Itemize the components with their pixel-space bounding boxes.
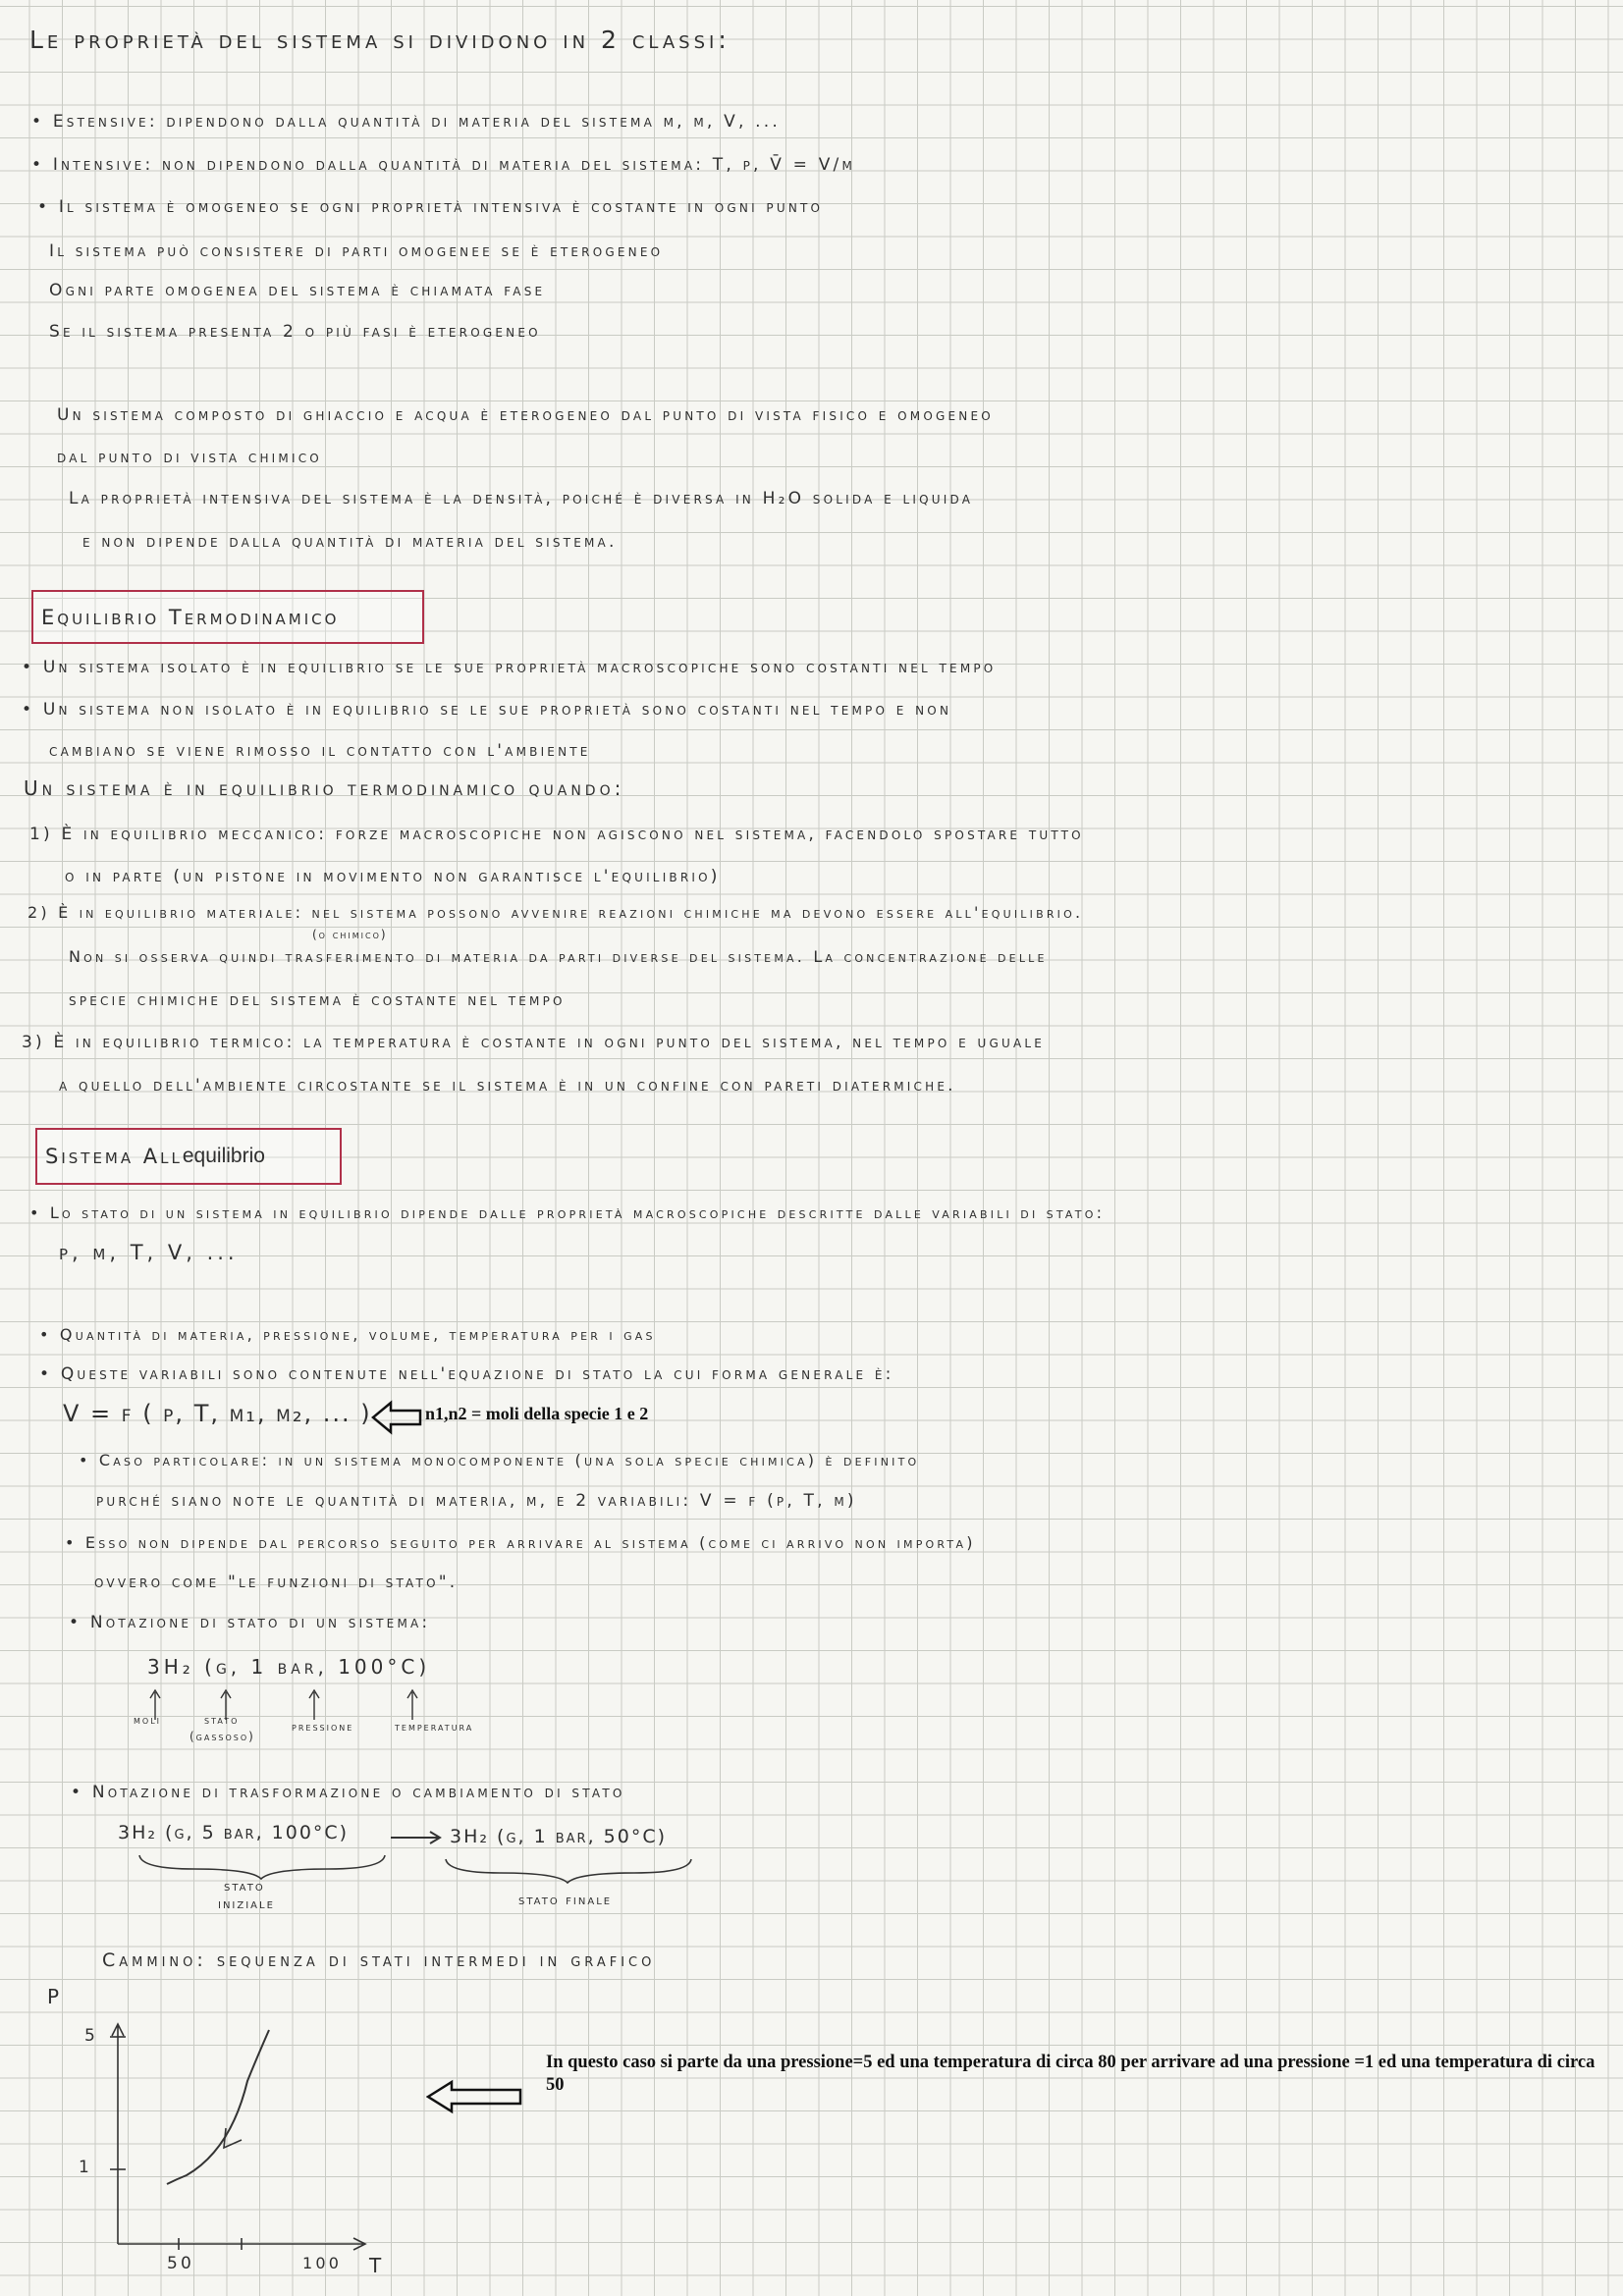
label-stato-finale: stato finale (518, 1893, 613, 1908)
esempio-line-1: Un sistema composto di ghiaccio e acqua è eterogeneo dal punto di vista fisico e omogeneo (57, 405, 994, 425)
path-curve (167, 2030, 269, 2184)
meccanico-line-2: o in parte (un pistone in movimento non garantisce l'equilibrio) (65, 867, 721, 886)
y-axis-label: P (47, 1985, 64, 2008)
non-isolato-line-2: cambiano se viene rimosso il contatto con l'ambiente (49, 741, 591, 761)
percorso-line-1: • Esso non dipende dal percorso seguito per arrivare al sistema (come ci arrivo non importa) (65, 1533, 976, 1552)
notazione-line: • Notazione di stato di un sistema: (69, 1613, 431, 1632)
label-pressione: pressione (292, 1720, 354, 1734)
trasf-finale: 3H₂ (g, 1 bar, 50°C) (450, 1826, 668, 1847)
equilibrio-heading-box (31, 590, 424, 644)
estensive-line: • Estensive: dipendono dalla quantità di materia del sistema m, m, V, ... (31, 112, 781, 132)
y-tick-5: 5 (84, 2026, 99, 2046)
eterogeneo-line: Se il sistema presenta 2 o più fasi è eterogeneo (49, 322, 541, 342)
arrow-left-icon (371, 1400, 422, 1435)
chimico-note: (o chimico) (312, 928, 388, 941)
omogeneo-line: • Il sistema è omogeneo se ogni proprietà intensiva è costante in ogni punto (37, 197, 824, 217)
meccanico-line-1: 1) È in equilibrio meccanico: forze macroscopiche non agiscono nel sistema, facendolo spostare tutto (29, 825, 1084, 844)
label-stato-iniziale-2: iniziale (218, 1896, 275, 1912)
materiale-line-3: specie chimiche del sistema è costante nel tempo (69, 990, 566, 1010)
pt-graph (29, 1973, 383, 2268)
sistema-heading-typed: equilibrio (182, 1145, 265, 1167)
esempio-line-4: e non dipende dalla quantità di materia del sistema. (82, 532, 618, 552)
variabili-line: • Queste variabili sono contenute nell'equazione di stato la cui forma generale è: (39, 1364, 894, 1384)
notazione-formula: 3H₂ (g, 1 bar, 100°C) (147, 1655, 431, 1679)
label-stato: stato (204, 1713, 240, 1727)
stato-line-2: p, m, T, V, ... (59, 1241, 239, 1264)
trasf-arrow-icon (389, 1828, 448, 1847)
quantita-line: • Quantità di materia, pressione, volume, temperatura per i gas (39, 1325, 656, 1344)
materiale-line-1: 2) È in equilibrio materiale: nel sistema possono avvenire reazioni chimiche ma devono essere all'equilibrio. (27, 903, 1084, 922)
esempio-line-2: dal punto di vista chimico (57, 448, 322, 467)
label-gassoso: (gassoso) (189, 1730, 255, 1743)
sistema-heading-box (35, 1128, 342, 1185)
label-moli: moli (134, 1713, 162, 1727)
label-temperatura: temperatura (395, 1720, 474, 1734)
quando-line: Un sistema è in equilibrio termodinamico quando: (24, 776, 625, 800)
cammino-line: Cammino: sequenza di stati intermedi in grafico (102, 1949, 656, 1971)
intensive-line: • Intensive: non dipendono dalla quantità di materia del sistema: T, p, V̄ = V/m (31, 155, 856, 175)
x-tick-100: 100 (302, 2254, 343, 2272)
y-tick-1: 1 (79, 2158, 93, 2177)
materiale-line-2: Non si osserva quindi trasferimento di materia da parti diverse del sistema. La concentrazione delle (69, 947, 1048, 966)
formula-note: n1,n2 = moli della specie 1 e 2 (425, 1404, 649, 1423)
trasformazione-line: • Notazione di trasformazione o cambiamento di stato (71, 1783, 625, 1802)
termico-line-2: a quello dell'ambiente circostante se il sistema è in un confine con pareti diatermiche. (59, 1076, 956, 1095)
stato-line-1: • Lo stato di un sistema in equilibrio dipende dalle proprietà macroscopiche descritte dalle variabili di stato: (29, 1203, 1106, 1222)
fase-line: Ogni parte omogenea del sistema è chiamata fase (49, 281, 546, 300)
equazione-stato: V = f ( p, T, m₁, m₂, ... ) (63, 1400, 372, 1427)
termico-line-1: 3) È in equilibrio termico: la temperatura è costante in ogni punto del sistema, nel tempo e uguale (22, 1033, 1046, 1052)
x-tick-50: 50 (167, 2254, 195, 2273)
y-axis-line (112, 2024, 124, 2244)
esempio-line-3: La proprietà intensiva del sistema è la densità, poiché è diversa in H₂O solida e liquida (69, 489, 974, 508)
percorso-line-2: ovvero come "le funzioni di stato". (94, 1573, 459, 1592)
equilibrio-heading: Equilibrio Termodinamico (41, 605, 340, 629)
non-isolato-line-1: • Un sistema non isolato è in equilibrio se le sue proprietà sono costanti nel tempo e non (22, 700, 952, 720)
trasf-iniziale: 3H₂ (g, 5 bar, 100°C) (118, 1822, 350, 1843)
label-stato-iniziale-1: stato (224, 1879, 265, 1895)
parti-line: Il sistema può consistere di parti omogenee se è eterogeneo (49, 241, 664, 261)
brace-finale (442, 1855, 697, 1885)
caso-line-1: • Caso particolare: in un sistema monocomponente (una sola specie chimica) è definito (79, 1451, 920, 1469)
path-direction-arrow (224, 2128, 242, 2148)
brace-iniziale (135, 1851, 391, 1881)
arrow-left-icon-graph (426, 2079, 524, 2114)
sistema-heading-hand: Sistema All (45, 1145, 183, 1168)
graph-note: In questo caso si parte da una pressione=5 ed una temperatura di circa 80 per arrivare ad una pressione =1 ed una temperatura di circa 50 (546, 2053, 1596, 2096)
caso-line-2: purché siano note le quantità di materia, m, e 2 variabili: V = f (p, T, m) (96, 1491, 857, 1511)
isolato-line: • Un sistema isolato è in equilibrio se le sue proprietà macroscopiche sono costanti nel tempo (22, 658, 997, 677)
x-axis-label: T (369, 2254, 386, 2277)
intro-title: Le proprietà del sistema si dividono in 2 classi: (29, 26, 730, 54)
